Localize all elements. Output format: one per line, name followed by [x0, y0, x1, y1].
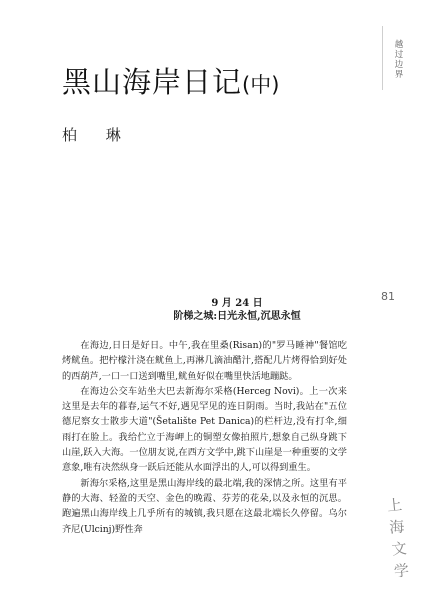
logo-char: 海 [388, 517, 406, 537]
article-title [62, 60, 279, 101]
paragraph: 在海边,日日是好日。中午,我在里桑(Risan)的"罗马睡神"餐馆吃烤鱿鱼。把柠檬汁浇在鱿鱼上,再淋几滴油醋汁,搭配几片烤得恰到好处的西葫芦,一口一口送到嘴里,鱿鱼好似在嘴里快活地蹦跶。 [62, 340, 347, 382]
logo-char: 文 [390, 539, 408, 559]
paragraph: 在海边公交车站坐大巴去新海尔采格(Herceg Novi)。上一次来这里是去年的暮春,运气不好,遇见罕见的连日阴雨。当时,我站在"五位德尼察女士散步大道"(Šetalište Pet Danica)的栏杆边,没有打伞,细雨打在脸上。我给伫立于海岬上的铜塑女像拍照片,想象自己纵身跳下山崖,跃入大海。一位朋友说,在西方文学中,跳下山崖是一种重要的文学意象,唯有决然纵身一跃后还能从水面浮出的人,可以得到重生。 [62, 385, 347, 474]
logo-char: 上 [386, 495, 403, 515]
article-body [62, 338, 347, 537]
column-label: 越过边界 [394, 40, 404, 80]
magazine-logo [379, 493, 416, 583]
article-title-part: (中) [242, 73, 280, 97]
paragraph: 新海尔采格,这里是黑山海岸线的最北端,我的深情之所。这里有平静的大海、轻盈的天空、金色的晚霞、芬芳的花朵,以及永恒的沉思。跑遍黑山海岸线上几乎所有的城镇,我只愿在这最北端长久停留。乌尔齐尼(Ulcinj)野性奔 [62, 477, 347, 535]
page-number: 81 [381, 290, 395, 303]
logo-char: 学 [393, 561, 410, 581]
author-name: 柏 琳 [62, 126, 133, 144]
side-rule [382, 26, 383, 90]
article-title-main: 黑山海岸日记 [62, 65, 243, 99]
section-date: 9 月 24 日 [211, 298, 263, 309]
section-subtitle: 阶梯之城:日光永恒,沉思永恒 [173, 311, 301, 322]
